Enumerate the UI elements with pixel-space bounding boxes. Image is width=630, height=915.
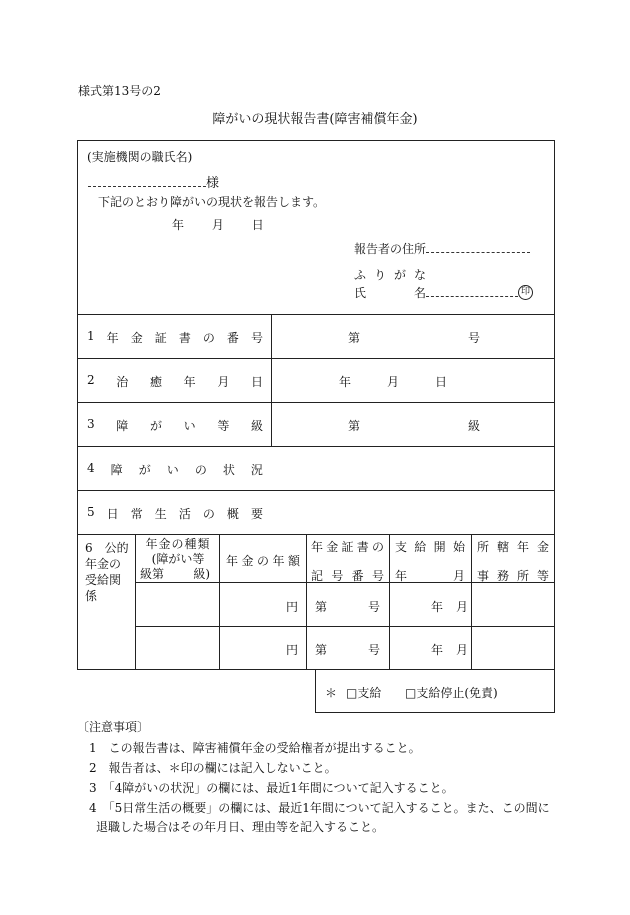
report-date[interactable] — [172, 216, 264, 233]
row3-kyu: 級 — [468, 419, 481, 433]
date-year: 年 — [172, 218, 185, 232]
column-divider — [135, 534, 136, 670]
address-label: 報告者の住所 — [354, 242, 427, 256]
row-divider — [77, 534, 555, 535]
furigana-label: ふ り が な — [354, 268, 426, 282]
row4-label: 4 障 が い の 状 況 — [87, 461, 263, 477]
institution-field[interactable] — [88, 172, 219, 191]
column-divider — [219, 534, 220, 670]
row3-label: 3 障 が い 等 級 — [87, 417, 263, 433]
note-item: 3 「4障がいの状況」の欄には、最近1年間について記入すること。 — [89, 781, 454, 795]
row2-year: 年 — [339, 375, 352, 389]
report-form-table — [77, 140, 555, 670]
column-divider — [471, 534, 472, 670]
row5-label: 5 日 常 生 活 の 概 要 — [87, 505, 263, 521]
notes-heading: 〔注意事項〕 — [77, 720, 150, 734]
pension-type-header: 年金の種類 (障がい等 級第 級) — [140, 537, 211, 581]
pension-row1-yen: 円 — [286, 600, 299, 614]
row1-go: 号 — [468, 331, 481, 345]
row-divider — [77, 314, 555, 315]
sama-label: 様 — [206, 176, 220, 191]
row-divider — [135, 626, 555, 627]
institution-dotted-line — [88, 177, 206, 187]
status-option-payment[interactable]: □支給 — [346, 686, 382, 700]
date-day: 日 — [251, 218, 264, 232]
row1-label: 1 年 金 証 書 の 番 号 — [87, 329, 263, 345]
row-divider — [77, 490, 555, 491]
name-dotted-line — [426, 287, 518, 297]
row3-dai: 第 — [348, 419, 361, 433]
pension-office-header: 所 轄 年 金 事 務 所 等 — [477, 540, 549, 583]
address-dotted-line — [426, 243, 530, 253]
row-divider — [77, 358, 555, 359]
pension-label: 6 公的 年金の 受給関 係 — [85, 541, 129, 603]
status-asterisk: ＊ — [325, 686, 338, 700]
note-item: 2 報告者は、＊印の欄には記入しないこと。 — [89, 761, 337, 775]
certificate-number-header: 年 金 証 書 の 記 号 番 号 — [311, 540, 384, 583]
row-divider — [77, 402, 555, 403]
payment-start-header: 支 給 開 始 年 月 — [395, 540, 465, 583]
row2-month: 月 — [387, 375, 400, 389]
institution-label: (実施機関の職氏名) — [87, 150, 193, 164]
row2-label: 2 治 癒 年 月 日 — [87, 373, 263, 389]
name-label: 氏 名 — [354, 286, 426, 300]
note-item: 4 「5日常生活の概要」の欄には、最近1年間について記入すること。また、この間に — [89, 801, 550, 815]
pension-row1-year: 年 — [431, 600, 444, 614]
column-divider — [389, 534, 390, 670]
form-number: 様式第13号の2 — [78, 84, 161, 98]
pension-row2-go: 号 — [368, 643, 381, 657]
pension-row2-dai: 第 — [315, 643, 328, 657]
pension-amount-header: 年 金 の 年 額 — [226, 554, 300, 568]
date-month: 月 — [211, 218, 224, 232]
pension-row2-year: 年 — [431, 643, 444, 657]
pension-row1-go: 号 — [368, 600, 381, 614]
column-divider — [306, 534, 307, 670]
seal-icon: 印 — [518, 285, 533, 300]
pension-row2-month: 月 — [456, 643, 469, 657]
row1-dai: 第 — [348, 331, 361, 345]
pension-row1-month: 月 — [456, 600, 469, 614]
status-option-suspension[interactable]: □支給停止(免責) — [405, 686, 498, 700]
pension-row1-dai: 第 — [315, 600, 328, 614]
address-field[interactable] — [354, 240, 530, 257]
column-divider — [271, 314, 272, 446]
name-field[interactable] — [354, 284, 518, 301]
note-item: 退職した場合はその年月日、理由等を記入すること。 — [96, 820, 385, 834]
note-item: 1 この報告書は、障害補償年金の受給権者が提出すること。 — [89, 741, 421, 755]
page-title: 障がいの現状報告書(障害補償年金) — [212, 112, 418, 127]
intro-text: 下記のとおり障がいの現状を報告します。 — [98, 195, 326, 209]
row2-day: 日 — [435, 375, 448, 389]
pension-row2-yen: 円 — [286, 643, 299, 657]
row-divider — [77, 446, 555, 447]
